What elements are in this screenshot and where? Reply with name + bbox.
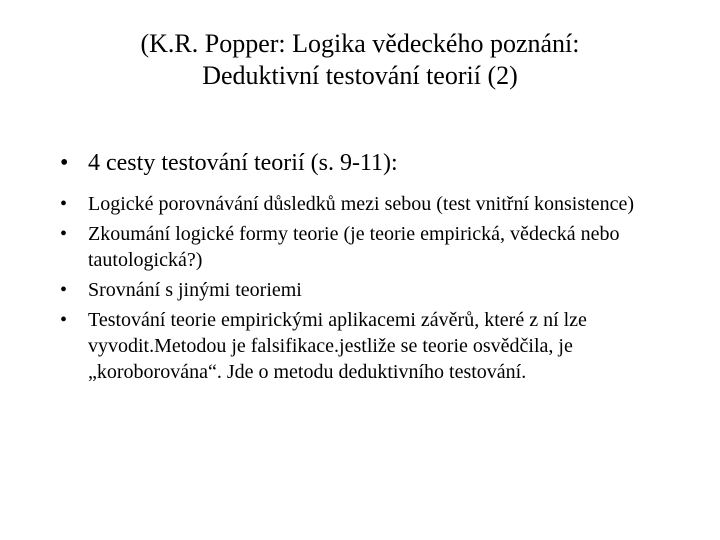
list-item-text: Testování teorie empirickými aplikacemi závěrů, které z ní lze vyvodit.Metodou je falsifikace.jestliže se teorie osvědčila, je „koroborována“. Jde o metodu deduktivního testování.	[88, 309, 587, 383]
list-item-text: Srovnání s jinými teoriemi	[88, 279, 302, 301]
bullet-icon: •	[60, 309, 68, 331]
list-item	[60, 277, 670, 303]
bullet-icon: •	[60, 193, 68, 215]
bullet-list	[60, 191, 670, 385]
bullet-icon: •	[60, 223, 68, 245]
main-bullet-point	[60, 147, 670, 179]
title-line-2: Deduktivní testování teorií (2)	[202, 61, 518, 90]
main-point-text: 4 cesty testování teorií (s. 9-11):	[88, 150, 398, 176]
list-item	[60, 221, 670, 273]
list-item	[60, 191, 670, 217]
slide-content	[60, 147, 670, 389]
title-line-1: (K.R. Popper: Logika vědeckého poznání:	[140, 29, 580, 58]
bullet-icon: •	[60, 150, 69, 176]
bullet-icon: •	[60, 279, 68, 301]
list-item-text: Logické porovnávání důsledků mezi sebou (test vnitřní konsistence)	[88, 193, 634, 215]
slide-title	[60, 28, 660, 92]
list-item	[60, 307, 670, 385]
list-item-text: Zkoumání logické formy teorie (je teorie empirická, vědecká nebo tautologická?)	[88, 223, 620, 271]
